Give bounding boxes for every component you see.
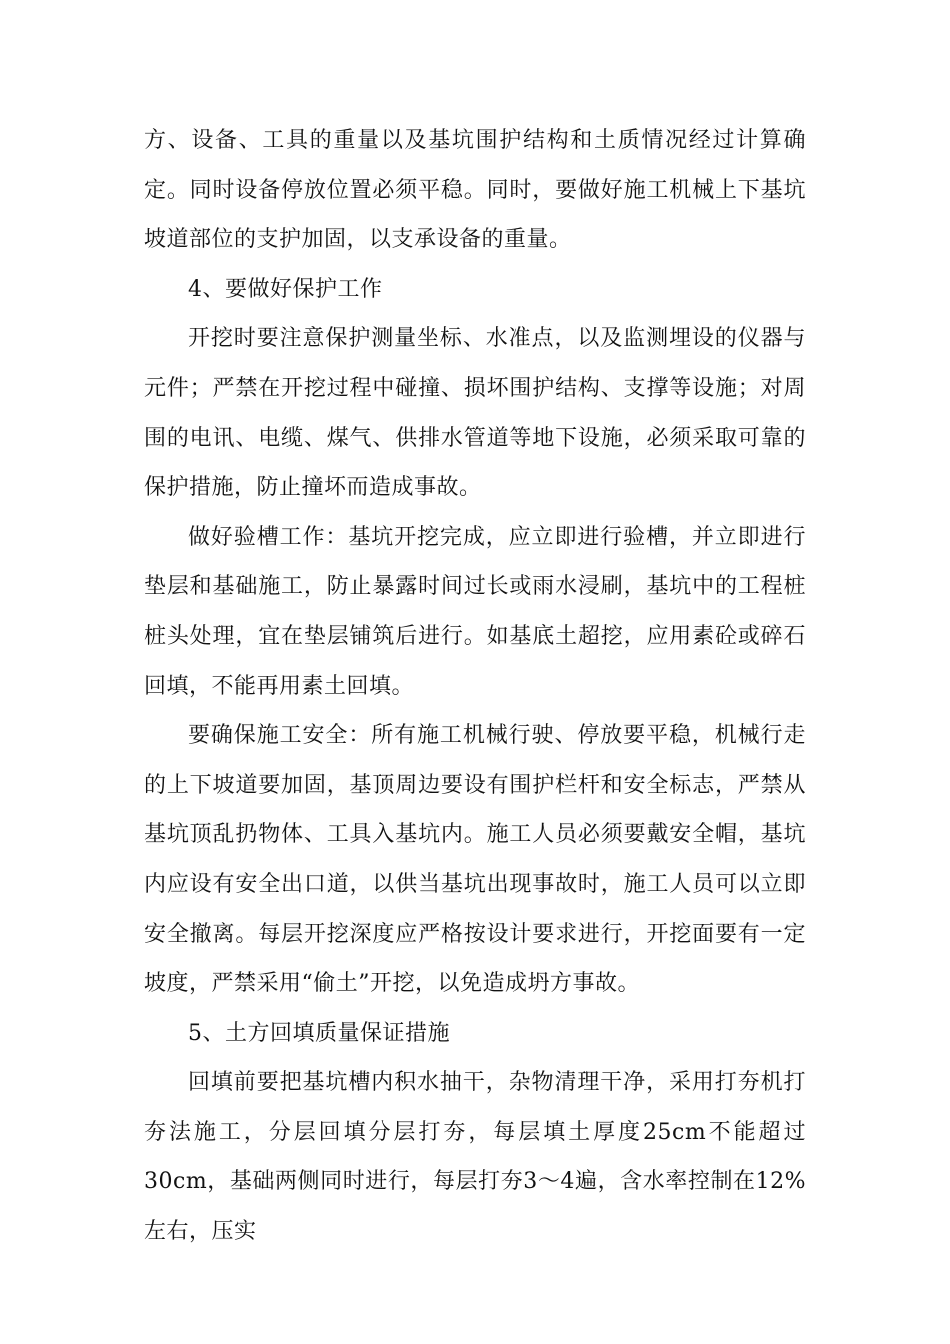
paragraph-construction-safety: 要确保施工安全：所有施工机械行驶、停放要平稳，机械行走的上下坡道要加固，基顶周边要设有围护栏杆和安全标志，严禁从基坑顶乱扔物体、工具入基坑内。施工人员必须要戴安全帽，基坑内应设有安全出口道，以供当基坑出现事故时，施工人员可以立即安全撤离。每层开挖深度应严格按设计要求进行，开挖面要有一定坡度，严禁采用“偷土”开挖，以免造成坍方事故。 <box>144 723 806 997</box>
paragraph-backfill: 回填前要把基坑槽内积水抽干，杂物清理干净，采用打夯机打夯法施工，分层回填分层打夯，每层填土厚度25cm不能超过30cm，基础两侧同时进行，每层打夯3～4遍，含水率控制在12%左右，压实 <box>144 1070 806 1245</box>
paragraph-continuation: 方、设备、工具的重量以及基坑围护结构和土质情况经过计算确定。同时设备停放位置必须平稳。同时，要做好施工机械上下基坑坡道部位的支护加固，以支承设备的重量。 <box>144 128 806 253</box>
paragraph-trench-inspection: 做好验槽工作：基坑开挖完成，应立即进行验槽，并立即进行垫层和基础施工，防止暴露时间过长或雨水浸刷，基坑中的工程桩桩头处理，宜在垫层铺筑后进行。如基底土超挖，应用素砼或碎石回填，不能再用素土回填。 <box>144 524 806 699</box>
paragraph-protection: 开挖时要注意保护测量坐标、水准点，以及监测埋设的仪器与元件；严禁在开挖过程中碰撞、损坏围护结构、支撑等设施；对周围的电讯、电缆、煤气、供排水管道等地下设施，必须采取可靠的保护措施，防止撞坏而造成事故。 <box>144 326 806 501</box>
section-heading-5: 5、土方回填质量保证措施 <box>188 1020 450 1046</box>
document-body <box>144 116 806 1257</box>
section-heading-4: 4、要做好保护工作 <box>188 276 383 302</box>
